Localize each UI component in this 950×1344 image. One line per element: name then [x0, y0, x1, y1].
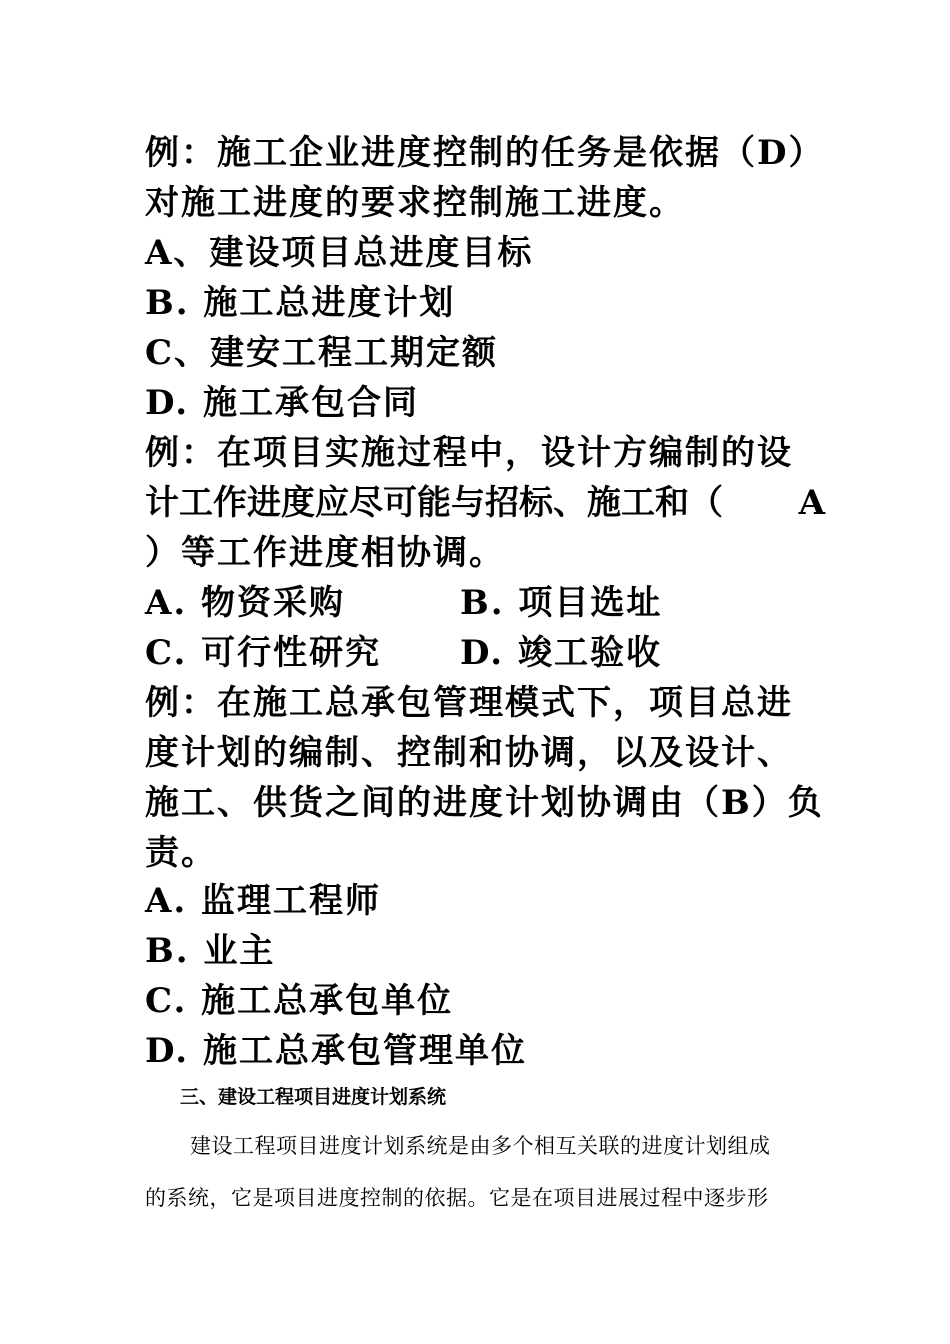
- q1-option-c: C、建安工程工期定额: [145, 333, 499, 373]
- q2-option-a: A. 物资采购: [145, 583, 346, 623]
- q3-stem-line1: 例：在施工总承包管理模式下，项目总进: [145, 683, 793, 723]
- q2-stem-line3: ）等工作进度相协调。: [145, 533, 505, 573]
- q3-stem-line4: 责。: [145, 833, 217, 873]
- section-paragraph-line1: 建设工程项目进度计划系统是由多个相互关联的进度计划组成: [190, 1134, 771, 1158]
- section-paragraph-line2: 的系统，它是项目进度控制的依据。它是在项目进展过程中逐步形: [145, 1186, 769, 1210]
- q3-stem-line2: 度计划的编制、控制和协调，以及设计、: [145, 733, 793, 773]
- q3-option-d: D. 施工总承包管理单位: [145, 1031, 527, 1071]
- q3-option-a: A. 监理工程师: [145, 881, 382, 921]
- q2-stem-line2-text: 计工作进度应尽可能与招标、施工和（: [145, 483, 723, 523]
- q1-option-a: A、建设项目总进度目标: [145, 233, 534, 273]
- q2-stem-line2: [145, 478, 825, 528]
- q1-option-b: B. 施工总进度计划: [145, 283, 456, 323]
- q2-answer: A: [798, 483, 825, 523]
- q3-option-b: B. 业主: [145, 931, 276, 971]
- q2-stem-line1: 例：在项目实施过程中，设计方编制的设: [145, 433, 793, 473]
- q3-option-c: C. 施工总承包单位: [145, 981, 454, 1021]
- q1-stem-line2: 对施工进度的要求控制施工进度。: [145, 183, 685, 223]
- section-heading: 三、建设工程项目进度计划系统: [180, 1086, 447, 1108]
- q3-stem-line3: 施工、供货之间的进度计划协调由（B）负: [145, 783, 824, 823]
- q1-option-d: D. 施工承包合同: [145, 383, 419, 423]
- q2-option-b: B. 项目选址: [460, 583, 663, 623]
- q2-option-c: C. 可行性研究: [145, 633, 382, 673]
- q2-option-d: D. 竣工验收: [460, 633, 662, 673]
- q1-stem-line1: 例：施工企业进度控制的任务是依据（D）: [145, 133, 825, 173]
